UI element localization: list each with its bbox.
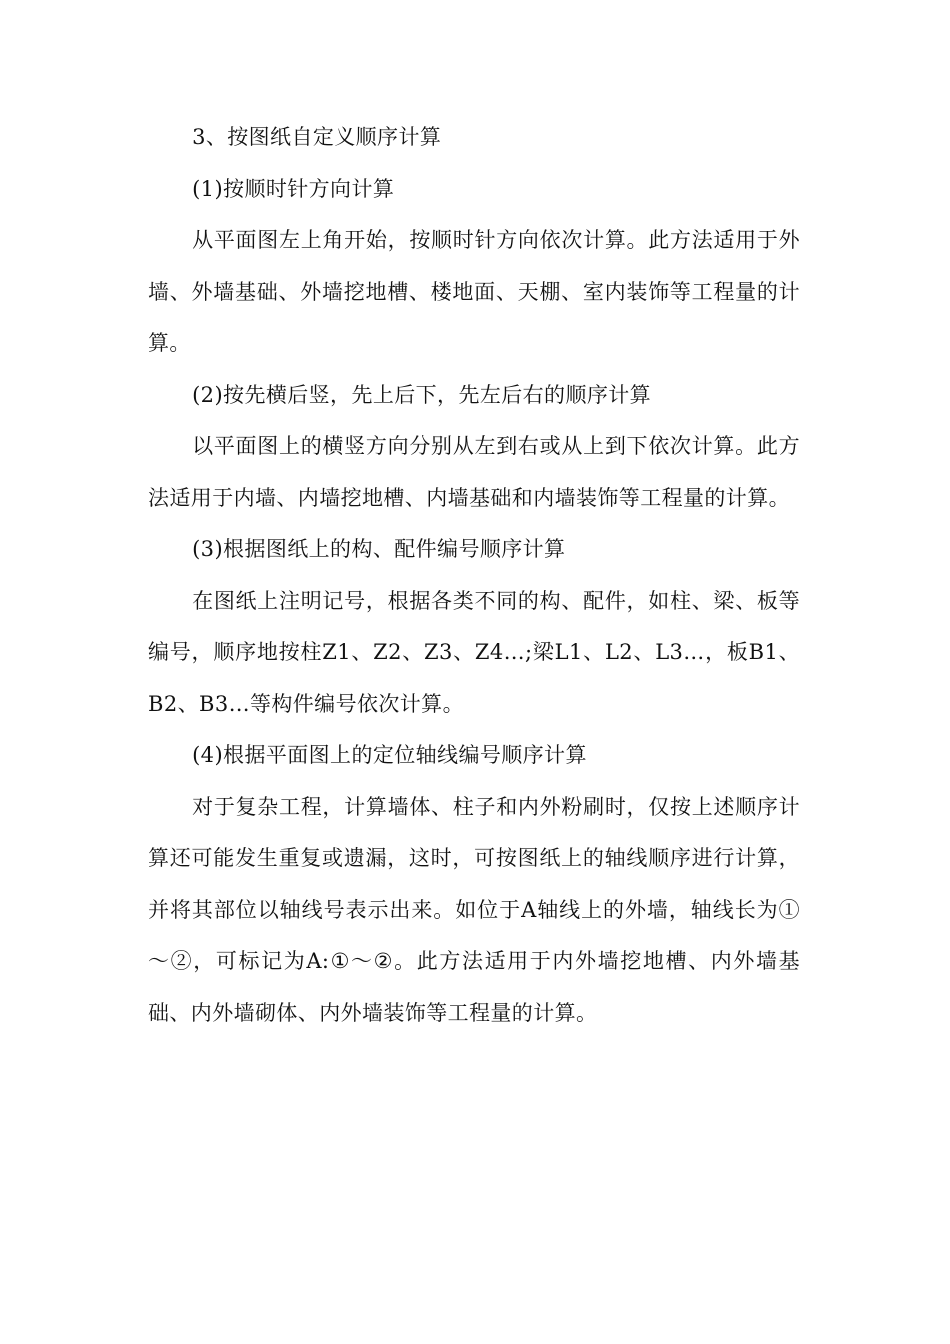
section-heading: 3、按图纸自定义顺序计算 — [192, 125, 442, 149]
body-paragraph-2: 以平面图上的横竖方向分别从左到右或从上到下依次计算。此方法适用于内墙、内墙挖地槽、内墙基础和内墙装饰等工程量的计算。 — [148, 434, 800, 510]
document-body — [148, 112, 800, 1039]
body-paragraph-1: 从平面图左上角开始，按顺时针方向依次计算。此方法适用于外墙、外墙基础、外墙挖地槽、楼地面、天棚、室内装饰等工程量的计算。 — [148, 228, 800, 355]
subsection-heading-4: (4)根据平面图上的定位轴线编号顺序计算 — [192, 743, 587, 767]
subsection-heading-3: (3)根据图纸上的构、配件编号顺序计算 — [192, 537, 566, 561]
body-paragraph-3: 在图纸上注明记号，根据各类不同的构、配件，如柱、梁、板等编号，顺序地按柱Z1、Z2、Z3、Z4…;梁L1、L2、L3…，板B1、B2、B3…等构件编号依次计算。 — [148, 588, 800, 716]
subsection-heading-1: (1)按顺时针方向计算 — [192, 176, 395, 201]
body-paragraph-4: 对于复杂工程，计算墙体、柱子和内外粉刷时，仅按上述顺序计算还可能发生重复或遗漏，这时，可按图纸上的轴线顺序进行计算，并将其部位以轴线号表示出来。如位于A轴线上的外墙，轴线长为①～②，可标记为A:①～②。此方法适用于内外墙挖地槽、内外墙基础、内外墙砌体、内外墙装饰等工程量的计算。 — [148, 794, 800, 1025]
subsection-heading-2: (2)按先横后竖，先上后下，先左后右的顺序计算 — [192, 382, 652, 407]
